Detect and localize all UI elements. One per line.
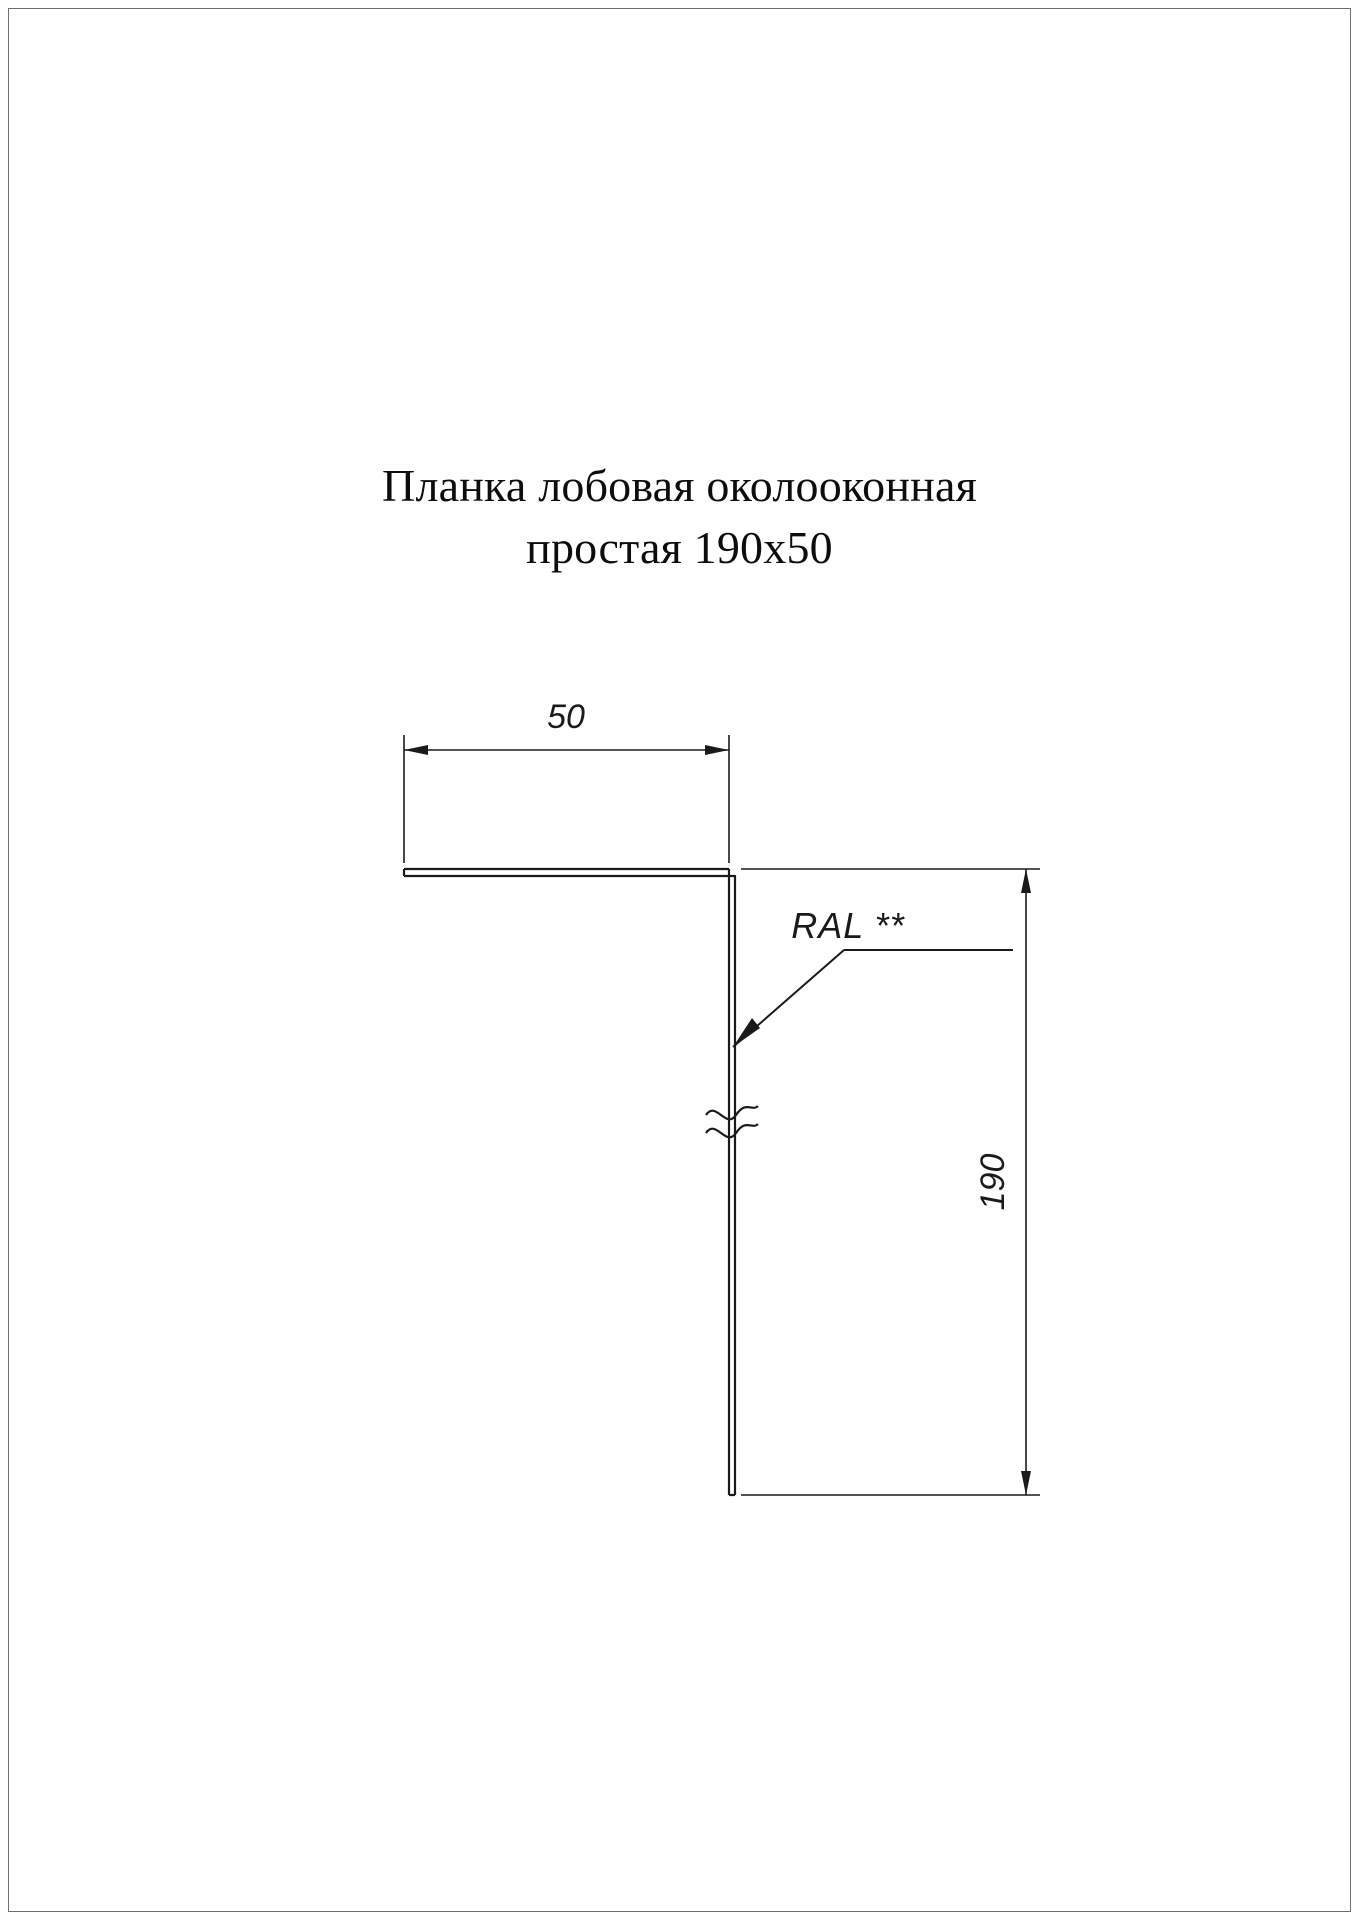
dim-height-arrow-top <box>1021 869 1031 893</box>
ral-leader <box>733 950 1013 1047</box>
dimension-width <box>404 735 729 863</box>
break-symbol <box>706 1106 758 1137</box>
dimension-width-label: 50 <box>547 698 585 736</box>
title-line-2: простая 190x50 <box>526 522 833 574</box>
dim-height-arrow-bottom <box>1021 1471 1031 1495</box>
dimension-height-label: 190 <box>974 1153 1012 1211</box>
dim-width-arrow-left <box>404 745 428 755</box>
ral-label: RAL ** <box>791 905 905 946</box>
break-squiggle-lower <box>706 1124 758 1137</box>
break-squiggle-upper <box>706 1106 758 1119</box>
profile-outline <box>404 869 735 1495</box>
ral-leader-arrow <box>733 1018 760 1047</box>
dim-width-arrow-right <box>705 745 729 755</box>
title-line-1: Планка лобовая околооконная <box>382 460 977 511</box>
